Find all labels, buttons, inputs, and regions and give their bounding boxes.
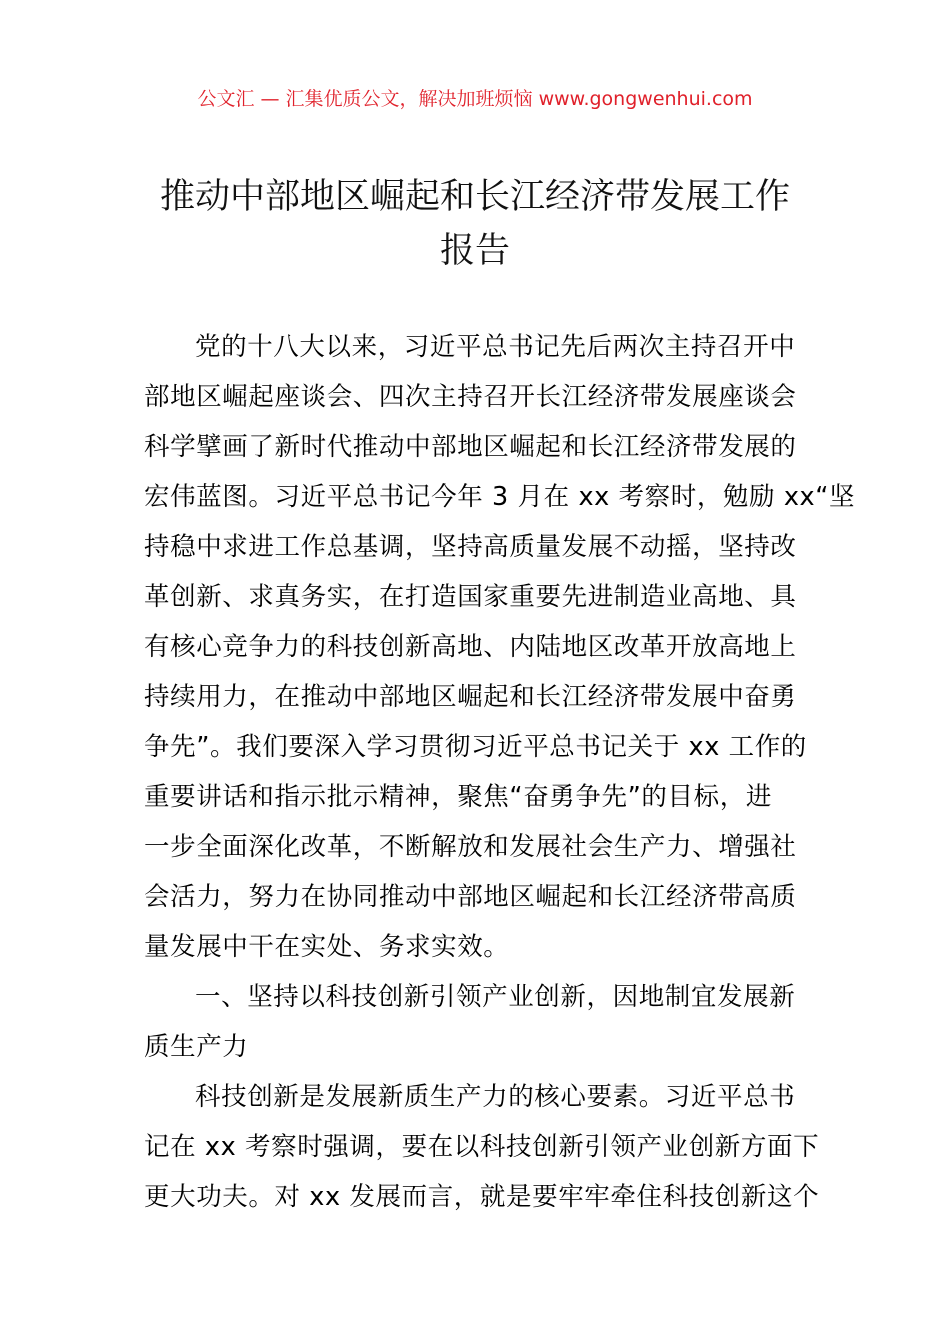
document-title — [140, 170, 810, 278]
document-body — [144, 322, 856, 1222]
title-line-1: 推动中部地区崛起和长江经济带发展工作 — [159, 177, 790, 217]
body-line: 科技创新是发展新质生产力的核心要素。习近平总书 — [195, 1082, 796, 1112]
body-line: 重要讲话和指示批示精神，聚焦“奋勇争先”的目标，进 — [144, 782, 772, 812]
body-line: 持续用力，在推动中部地区崛起和长江经济带发展中奋勇 — [144, 682, 797, 712]
body-line: 记在 xx 考察时强调，要在以科技创新引领产业创新方面下 — [144, 1132, 820, 1162]
body-line: 会活力，努力在协同推动中部地区崛起和长江经济带高质 — [144, 882, 797, 912]
body-line: 更大功夫。对 xx 发展而言，就是要牢牢牵住科技创新这个 — [144, 1182, 820, 1212]
body-line: 革创新、求真务实，在打造国家重要先进制造业高地、具 — [144, 582, 797, 612]
body-line: 宏伟蓝图。习近平总书记今年 3 月在 xx 考察时，勉励 xx“坚 — [144, 482, 856, 512]
section-heading-line: 质生产力 — [144, 1032, 249, 1062]
section-heading-line: 一、坚持以科技创新引领产业创新，因地制宜发展新 — [195, 982, 796, 1012]
body-line: 量发展中干在实处、务求实效。 — [144, 932, 510, 962]
body-line: 有核心竞争力的科技创新高地、内陆地区改革开放高地上 — [144, 632, 797, 662]
watermark-header: 公文汇 — 汇集优质公文，解决加班烦恼 www.gongwenhui.com — [197, 88, 753, 110]
body-line: 持稳中求进工作总基调，坚持高质量发展不动摇，坚持改 — [144, 532, 797, 562]
body-line: 党的十八大以来，习近平总书记先后两次主持召开中 — [195, 332, 796, 362]
body-line: 一步全面深化改革，不断解放和发展社会生产力、增强社 — [144, 832, 797, 862]
body-line: 争先”。我们要深入学习贯彻习近平总书记关于 xx 工作的 — [144, 732, 807, 762]
body-line: 部地区崛起座谈会、四次主持召开长江经济带发展座谈会 — [144, 382, 797, 412]
body-line: 科学擘画了新时代推动中部地区崛起和长江经济带发展的 — [144, 432, 797, 462]
title-line-2: 报告 — [439, 231, 510, 271]
